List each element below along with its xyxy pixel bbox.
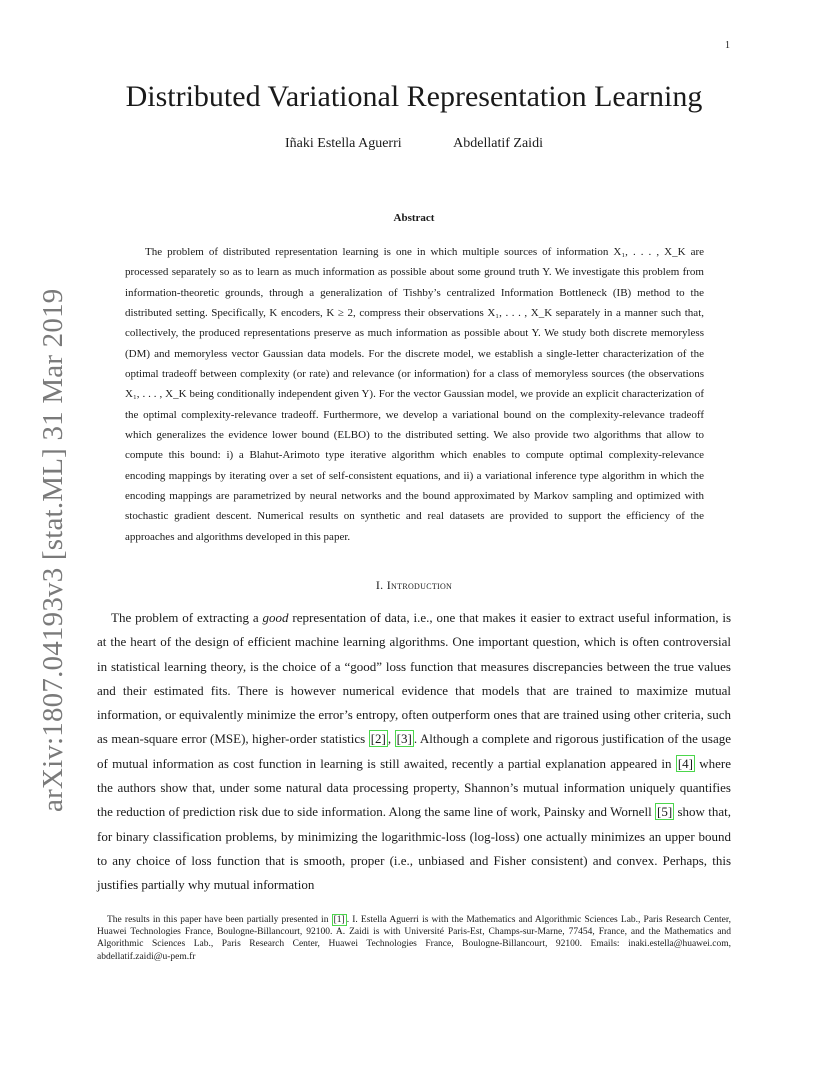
- paper-title: Distributed Variational Representation Learning: [125, 80, 703, 113]
- intro-text: representation of data, i.e., one that makes it easier to extract useful information, is at the heart of the design of efficient machine learning algorithms. One important question, which is often controversial in statistical learning theory, is the choice of a “good” loss function that measures discrepancies between the true values and their estimated fits. There is however numerical evidence that models that are trained to maximize mutual information, or equivalently minimize the error’s entropy, often outperform ones that are trained using other criteria, such as mean-square error (MSE), higher-order statistics: [97, 610, 732, 747]
- citation-link[interactable]: [3]: [396, 731, 412, 747]
- intro-text: show that, for binary classification problems, by minimizing the logarithmic-loss (log-loss) one actually minimizes an upper bound to any choice of loss function that is smooth, proper (i.e., unbiased and Fisher consistent) and convex. Perhaps, this justifies partially why mutual information: [97, 804, 731, 893]
- author-name: Iñaki Estella Aguerri: [285, 136, 402, 151]
- author-name: Abdellatif Zaidi: [453, 136, 543, 151]
- intro-text: The problem of extracting a: [111, 610, 263, 625]
- citation-link[interactable]: [4]: [677, 755, 693, 771]
- intro-text: where the authors show that, under some natural data processing property, Shannon’s mutual information uniquely quantifies the reduction of prediction risk due to side information. Along the same line of work, Painsky and Wornell: [97, 755, 731, 820]
- intro-text: . Although a complete and rigorous justification of the usage of mutual information as cost function in learning is still awaited, recently a partial explanation appeared in: [97, 731, 731, 771]
- footnote: [97, 914, 731, 963]
- abstract-text: The problem of distributed representation learning is one in which multiple sources of information X₁, . . . , X_K are processed separately so as to learn as much information as possible about some ground truth Y. We investigate this problem from information-theoretic grounds, through a generalization of Tishby’s centralized Information Bottleneck (IB) method to the distributed setting. Specifically, K encoders, K ≥ 2, compress their observations X₁, . . . , X_K separately in a manner such that, collectively, the produced representations preserve as much information as possible about Y. We study both discrete memoryless (DM) and memoryless vector Gaussian data models. For the discrete model, we establish a single-letter characterization of the optimal tradeoff between complexity (or rate) and relevance (or information) for a class of memoryless sources (the observations X₁, . . . , X_K being conditionally independent given Y). For the vector Gaussian model, we provide an explicit characterization of the optimal complexity-relevance tradeoff. Furthermore, we develop a variational bound on the complexity-relevance tradeoff which generalizes the evidence lower bound (ELBO) to the distributed setting. We also provide two algorithms that allow to compute this bound: i) a Blahut-Arimoto type iterative algorithm which enables to compute optimal complexity-relevance encoding mappings by iterating over a set of self-consistent equations, and ii) a variational inference type algorithm in which the encoding mappings are parametrized by neural networks and the bound approximated by Markov sampling and optimized with stochastic gradient descent. Numerical results on synthetic and real datasets are provided to support the efficiency of the approaches and algorithms developed in this paper.: [125, 246, 704, 543]
- section-numeral: I.: [375, 578, 384, 592]
- arxiv-stamp: arXiv:1807.04193v3 [stat.ML] 31 Mar 2019: [37, 288, 69, 812]
- abstract-heading: Abstract: [393, 212, 435, 224]
- page-number: 1: [725, 40, 730, 51]
- author-list: [0, 136, 828, 152]
- intro-text: ,: [387, 731, 395, 747]
- intro-paragraph: [97, 606, 731, 898]
- citation-link[interactable]: [1]: [333, 915, 345, 925]
- section-heading: [0, 578, 828, 593]
- citation-link[interactable]: [2]: [370, 731, 386, 747]
- footnote-text: The results in this paper have been partially presented in: [107, 915, 332, 925]
- footnote-text: . I. Estella Aguerri is with the Mathematics and Algorithmic Sciences Lab., Paris Research Center, Huawei Technologies France, Boulogne-Billancourt, 92100. A. Zaidi is with Université Paris-Est, Champs-sur-Marne, 77454, France, and the Mathematics and Algorithmic Sciences Lab., Paris Research Center, Huawei Technologies France, Boulogne-Billancourt, 92100. Emails: inaki.estella@huawei.com, abdellatif.zaidi@u-pem.fr: [97, 915, 731, 962]
- emphasis-text: good: [262, 610, 289, 625]
- citation-link[interactable]: [5]: [657, 804, 673, 820]
- section-title: Introduction: [386, 578, 453, 592]
